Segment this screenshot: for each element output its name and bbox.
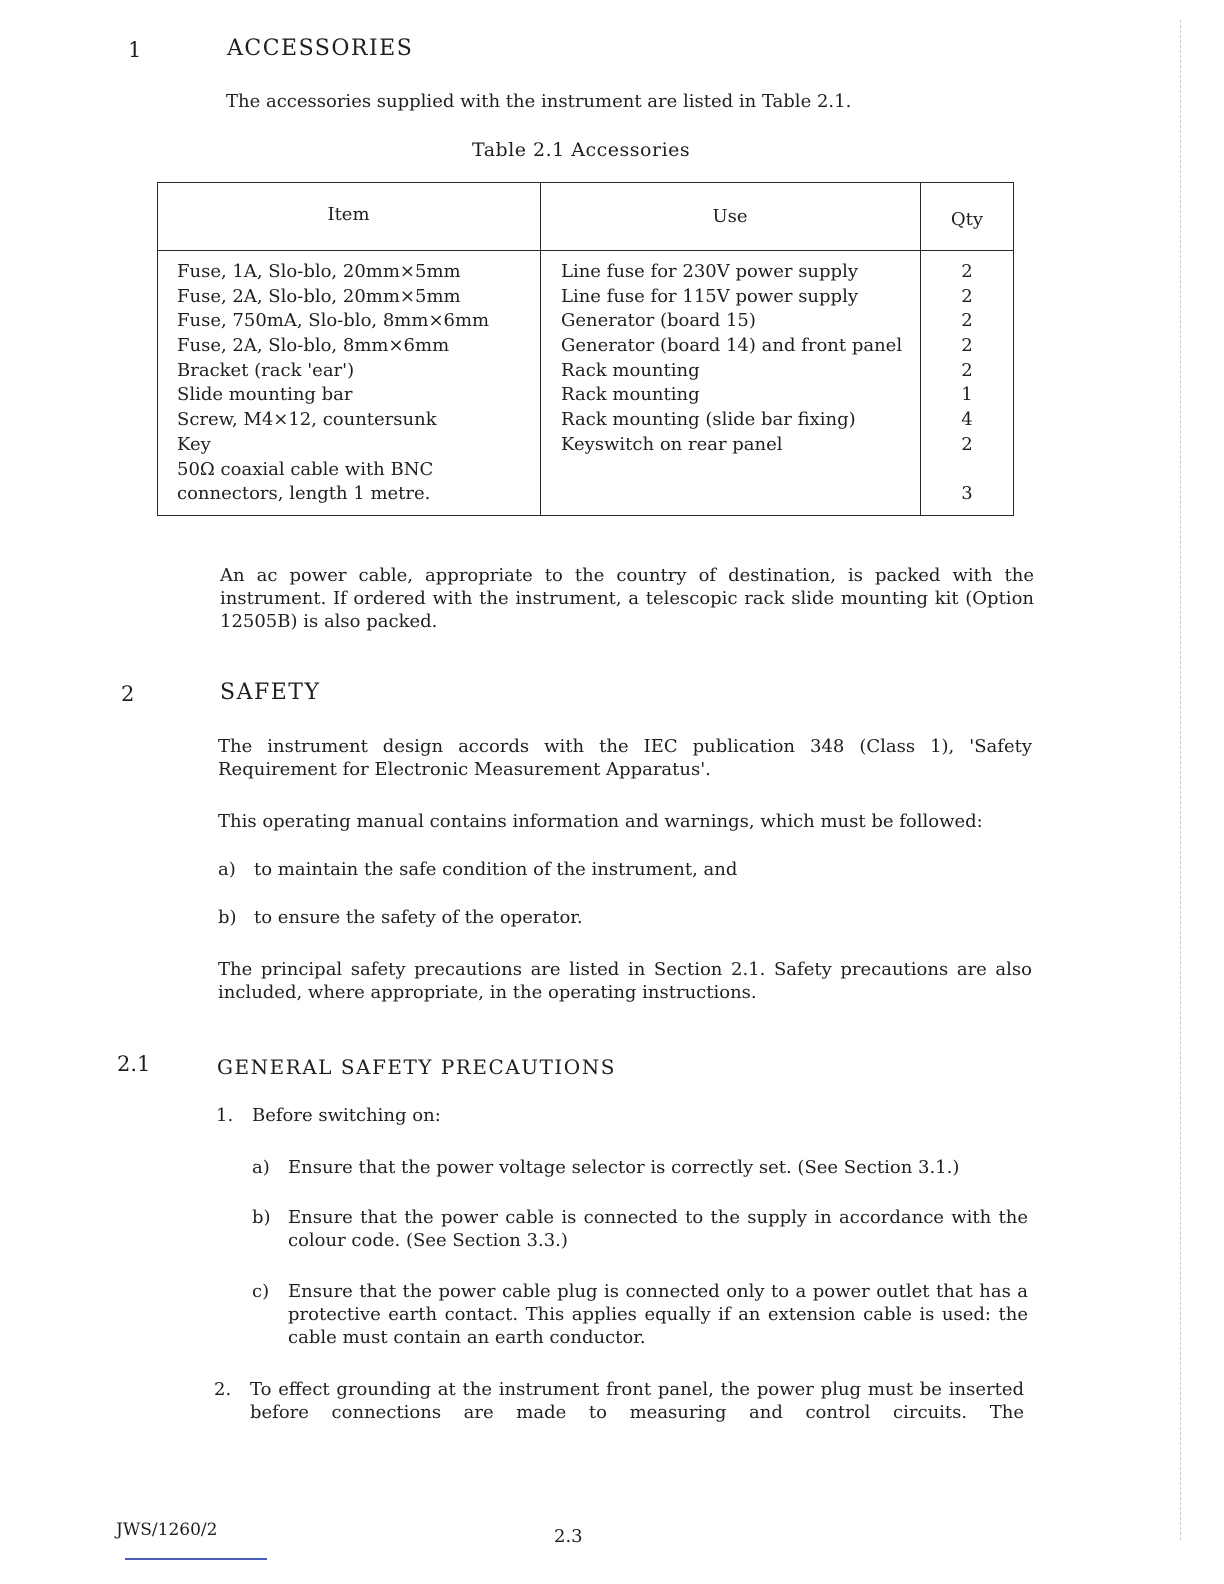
accessories-table (157, 182, 1014, 516)
sub-step-label: c) (252, 1281, 270, 1302)
item-column (177, 260, 489, 507)
header-qty: Qty (950, 209, 984, 230)
table-cell-qty: 3 (961, 483, 973, 505)
table-cell-qty: 2 (961, 261, 973, 282)
table-cell-item: 50Ω coaxial cable with BNC (177, 458, 434, 480)
section-number: 2.1 (117, 1052, 151, 1076)
step-label: 1. (216, 1105, 234, 1126)
qty-column (920, 260, 1014, 507)
table-cell-item: Fuse, 750mA, Slo-blo, 8mm×6mm (177, 310, 490, 332)
step-label: 2. (214, 1379, 232, 1400)
sub-step-label: a) (252, 1157, 270, 1178)
table-cell-qty: 1 (961, 384, 973, 406)
list-label: b) (218, 907, 237, 928)
section-title: SAFETY (220, 680, 321, 705)
sub-step-text: Ensure that the power cable plug is connected only to a power outlet that has a protective earth contact. This applies equally if an extension cable is used: the cable must contain an earth conductor. (288, 1281, 1028, 1348)
list-text: to maintain the safe condition of the instrument, and (254, 859, 738, 880)
safety-paragraph-1: The instrument design accords with the IEC publication 348 (Class 1), 'Safety Requirement for Electronic Measurement Apparatus'. (218, 736, 1032, 780)
accessories-note: An ac power cable, appropriate to the country of destination, is packed with the instrument. If ordered with the instrument, a telescopic rack slide mounting kit (Option 12505B) is also packed. (220, 565, 1034, 632)
page-number: 2.3 (554, 1526, 583, 1547)
safety-paragraph-3: The principal safety precautions are listed in Section 2.1. Safety precautions are also included, where appropriate, in the operating instructions. (218, 959, 1032, 1003)
sub-step (252, 1206, 1028, 1254)
table-cell-item: connectors, length 1 metre. (177, 483, 431, 505)
section-title: ACCESSORIES (227, 36, 414, 61)
table-cell-use: Keyswitch on rear panel (561, 433, 783, 455)
section-title: GENERAL SAFETY PRECAUTIONS (217, 1055, 616, 1079)
table-cell-use: Generator (board 14) and front panel (561, 335, 903, 357)
table-cell-use: Rack mounting (561, 359, 700, 381)
table-cell-qty: 2 (961, 285, 973, 307)
header-item: Item (327, 204, 370, 225)
footer-rule (125, 1558, 267, 1560)
table-cell-item: Fuse, 1A, Slo-blo, 20mm×5mm (177, 261, 461, 282)
table-cell-item: Bracket (rack 'ear') (177, 359, 355, 381)
table-cell-qty: 2 (961, 310, 973, 332)
table-caption: Table 2.1 Accessories (472, 139, 691, 161)
table-cell-item: Fuse, 2A, Slo-blo, 20mm×5mm (177, 285, 461, 307)
use-column (561, 260, 902, 458)
sub-step (252, 1280, 1028, 1352)
table-cell-qty: 4 (961, 409, 973, 431)
header-use: Use (712, 206, 748, 227)
safety-paragraph-2: This operating manual contains information and warnings, which must be followed: (218, 811, 983, 832)
sub-step-text: Ensure that the power voltage selector is correctly set. (See Section 3.1.) (288, 1157, 960, 1178)
table-cell-qty (920, 458, 1014, 483)
sub-step (252, 1156, 1028, 1180)
table-cell-item: Screw, M4×12, countersunk (177, 409, 437, 431)
scan-edge-divider (1180, 20, 1181, 1540)
document-reference: JWS/1260/2 (116, 1520, 218, 1540)
section-number: 1 (128, 38, 142, 62)
list-text: to ensure the safety of the operator. (254, 907, 583, 928)
table-cell-qty: 2 (961, 359, 973, 381)
table-cell-use: Rack mounting (slide bar fixing) (561, 409, 856, 431)
table-cell-item: Slide mounting bar (177, 384, 353, 406)
table-cell-use: Rack mounting (561, 384, 700, 406)
step-text: Before switching on: (252, 1105, 441, 1126)
table-cell-qty: 2 (961, 433, 973, 455)
table-cell-item: Key (177, 433, 211, 455)
table-cell-use: Line fuse for 115V power supply (561, 285, 858, 307)
table-cell-item: Fuse, 2A, Slo-blo, 8mm×6mm (177, 335, 450, 357)
table-cell-qty: 2 (961, 335, 973, 357)
step-text: To effect grounding at the instrument front panel, the power plug must be inserted before connections are made to measuring and control circuits. The (250, 1379, 1024, 1423)
accessories-intro: The accessories supplied with the instrument are listed in Table 2.1. (226, 91, 852, 112)
section-number: 2 (121, 682, 135, 706)
list-label: a) (218, 859, 236, 880)
table-cell-use: Line fuse for 230V power supply (561, 261, 858, 282)
sub-step-text: Ensure that the power cable is connected to the supply in accordance with the colour code. (See Section 3.3.) (288, 1207, 1028, 1251)
sub-step-label: b) (252, 1207, 271, 1228)
step-2 (214, 1378, 1024, 1426)
table-cell-use: Generator (board 15) (561, 310, 756, 332)
